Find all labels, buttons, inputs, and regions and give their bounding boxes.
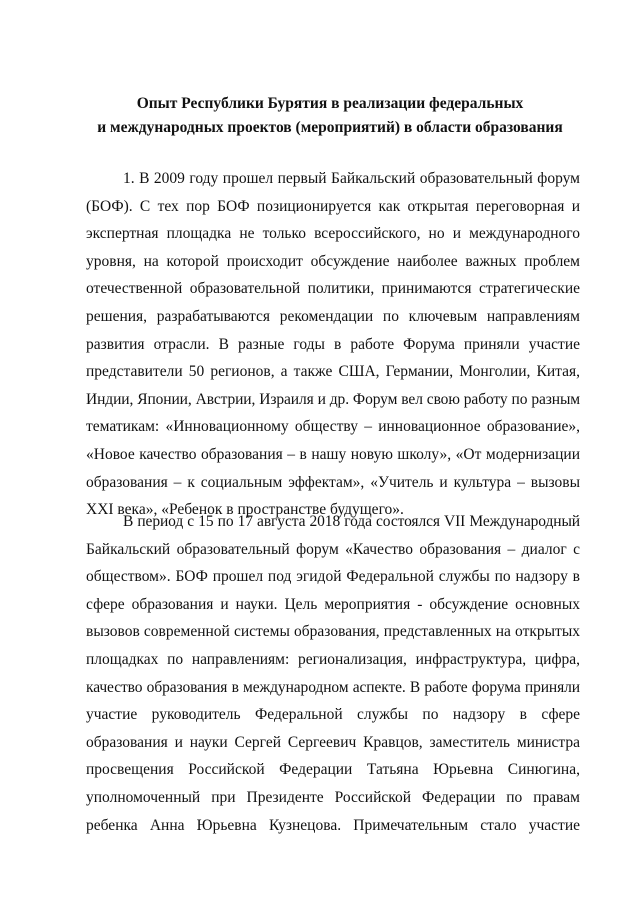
text-line: (БОФ). С тех пор БОФ позиционируется как открытая переговорная и xyxy=(86,197,580,215)
text-line: XXI века», «Ребенок в пространстве будущего». xyxy=(86,501,404,519)
text-line: площадках по направлениям: регионализация, инфраструктура, цифра, xyxy=(86,650,580,668)
text-line: развития отрасли. В разные годы в работе Форума приняли участие xyxy=(86,335,580,353)
paragraph-bof-2018 xyxy=(86,508,580,839)
document-title xyxy=(80,92,580,140)
text-line: экспертная площадка не только всероссийского, но и международного xyxy=(86,225,580,243)
text-line: участие руководитель Федеральной службы по надзору в сфере xyxy=(86,706,580,724)
text-line: В период с 15 по 17 августа 2018 года состоялся VII Международный xyxy=(123,513,580,530)
text-line: просвещения Российской Федерации Татьяна Юрьевна Синюгина, xyxy=(86,761,580,779)
text-line: тематикам: «Инновационному обществу – инновационное образование», xyxy=(86,418,580,436)
text-line: сфере образования и науки. Цель мероприятия - обсуждение основных xyxy=(86,595,580,613)
title-line: Опыт Республики Бурятия в реализации федеральных xyxy=(136,95,524,112)
paragraph-bof-history xyxy=(86,165,580,524)
text-line: уровня, на которой происходит обсуждение наиболее важных проблем xyxy=(86,252,580,270)
text-line: представители 50 регионов, а также США, Германии, Монголии, Китая, xyxy=(86,363,580,381)
text-line: образования и науки Сергей Сергеевич Кравцов, заместитель министра xyxy=(86,733,580,751)
text-line: образования – к социальным эффектам», «Учитель и культура – вызовы xyxy=(86,473,580,491)
title-line: и международных проектов (мероприятий) в области образования xyxy=(97,119,563,136)
text-line: уполномоченный при Президенте Российской Федерации по правам xyxy=(86,788,580,806)
text-line: Индии, Японии, Австрии, Израиля и др. Форум вел свою работу по разным xyxy=(86,390,580,408)
text-line: ребенка Анна Юрьевна Кузнецова. Примечательным стало участие xyxy=(86,816,580,834)
text-line: отечественной образовательной политики, принимаются стратегические xyxy=(86,280,580,298)
text-line: 1. В 2009 году прошел первый Байкальский образовательный форум xyxy=(123,170,580,187)
text-line: вызовов современной системы образования, представленных на открытых xyxy=(86,623,580,641)
text-line: «Новое качество образования – в нашу новую школу», «От модернизации xyxy=(86,445,580,463)
text-line: качество образования в международном аспекте. В работе форума приняли xyxy=(86,678,580,696)
text-line: обществом». БОФ прошел под эгидой Федеральной службы по надзору в xyxy=(86,568,580,586)
text-line: Байкальский образовательный форум «Качество образования – диалог с xyxy=(86,540,580,558)
text-line: решения, разрабатываются рекомендации по ключевым направлениям xyxy=(86,307,580,325)
